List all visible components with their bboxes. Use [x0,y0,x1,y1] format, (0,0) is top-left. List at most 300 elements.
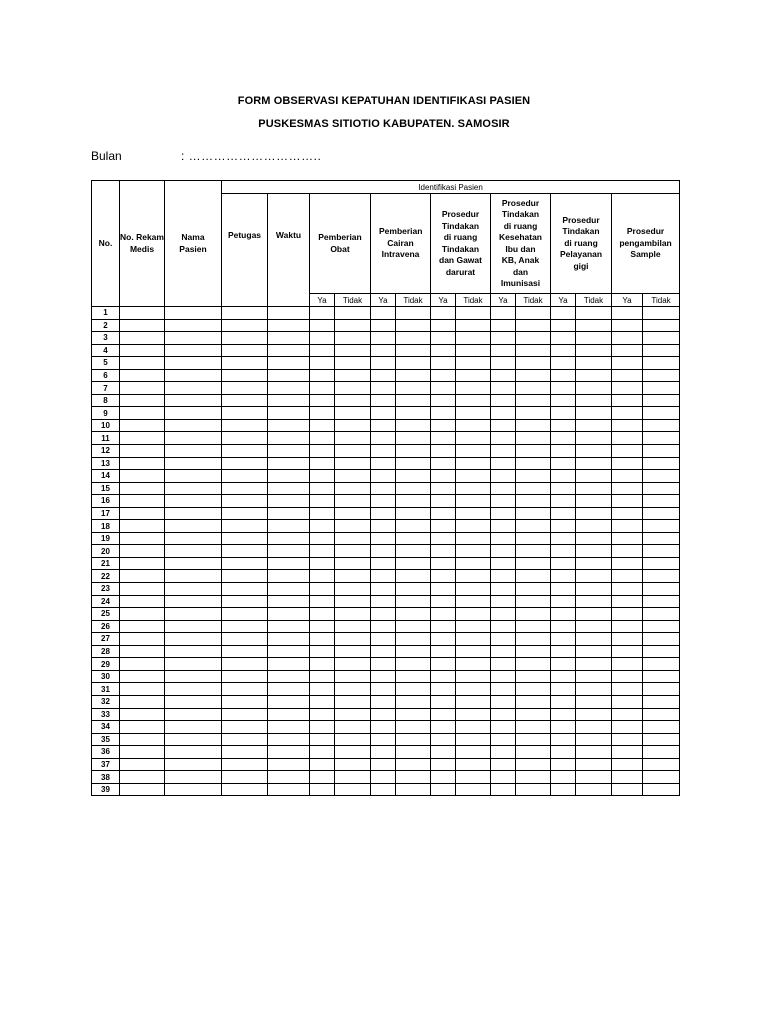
entry-cell[interactable] [576,457,612,470]
entry-cell[interactable] [310,783,335,796]
entry-cell[interactable] [456,708,491,721]
entry-cell[interactable] [551,683,576,696]
entry-cell[interactable] [165,457,222,470]
entry-cell[interactable] [335,583,371,596]
entry-cell[interactable] [396,394,431,407]
entry-cell[interactable] [335,545,371,558]
entry-cell[interactable] [576,583,612,596]
entry-cell[interactable] [576,419,612,432]
entry-cell[interactable] [396,319,431,332]
entry-cell[interactable] [491,721,516,734]
entry-cell[interactable] [491,545,516,558]
entry-cell[interactable] [516,557,551,570]
entry-cell[interactable] [120,445,165,458]
entry-cell[interactable] [335,645,371,658]
entry-cell[interactable] [551,658,576,671]
entry-cell[interactable] [576,545,612,558]
entry-cell[interactable] [643,746,680,759]
entry-cell[interactable] [456,457,491,470]
entry-cell[interactable] [222,419,268,432]
entry-cell[interactable] [643,721,680,734]
entry-cell[interactable] [310,332,335,345]
entry-cell[interactable] [396,570,431,583]
entry-cell[interactable] [310,532,335,545]
entry-cell[interactable] [612,307,643,320]
entry-cell[interactable] [335,783,371,796]
entry-cell[interactable] [268,532,310,545]
entry-cell[interactable] [431,357,456,370]
entry-cell[interactable] [431,557,456,570]
entry-cell[interactable] [643,520,680,533]
entry-cell[interactable] [576,520,612,533]
entry-cell[interactable] [165,382,222,395]
entry-cell[interactable] [120,357,165,370]
entry-cell[interactable] [396,708,431,721]
entry-cell[interactable] [431,783,456,796]
entry-cell[interactable] [643,633,680,646]
entry-cell[interactable] [643,658,680,671]
entry-cell[interactable] [551,570,576,583]
entry-cell[interactable] [431,633,456,646]
entry-cell[interactable] [431,620,456,633]
entry-cell[interactable] [643,407,680,420]
entry-cell[interactable] [516,695,551,708]
entry-cell[interactable] [576,658,612,671]
entry-cell[interactable] [371,495,396,508]
entry-cell[interactable] [431,307,456,320]
entry-cell[interactable] [576,557,612,570]
entry-cell[interactable] [612,733,643,746]
entry-cell[interactable] [516,670,551,683]
entry-cell[interactable] [551,746,576,759]
entry-cell[interactable] [396,369,431,382]
entry-cell[interactable] [268,319,310,332]
entry-cell[interactable] [551,645,576,658]
entry-cell[interactable] [643,457,680,470]
entry-cell[interactable] [120,545,165,558]
entry-cell[interactable] [643,683,680,696]
entry-cell[interactable] [222,520,268,533]
entry-cell[interactable] [120,332,165,345]
entry-cell[interactable] [491,482,516,495]
entry-cell[interactable] [396,608,431,621]
entry-cell[interactable] [431,495,456,508]
entry-cell[interactable] [576,445,612,458]
entry-cell[interactable] [431,708,456,721]
entry-cell[interactable] [431,482,456,495]
entry-cell[interactable] [165,470,222,483]
entry-cell[interactable] [120,307,165,320]
entry-cell[interactable] [551,445,576,458]
entry-cell[interactable] [371,733,396,746]
entry-cell[interactable] [516,332,551,345]
entry-cell[interactable] [268,445,310,458]
entry-cell[interactable] [491,595,516,608]
entry-cell[interactable] [222,645,268,658]
entry-cell[interactable] [165,708,222,721]
entry-cell[interactable] [551,419,576,432]
entry-cell[interactable] [643,695,680,708]
entry-cell[interactable] [576,432,612,445]
entry-cell[interactable] [268,394,310,407]
entry-cell[interactable] [516,733,551,746]
entry-cell[interactable] [310,633,335,646]
entry-cell[interactable] [396,595,431,608]
entry-cell[interactable] [576,758,612,771]
entry-cell[interactable] [310,658,335,671]
entry-cell[interactable] [456,520,491,533]
entry-cell[interactable] [491,783,516,796]
entry-cell[interactable] [310,695,335,708]
entry-cell[interactable] [612,557,643,570]
entry-cell[interactable] [371,532,396,545]
entry-cell[interactable] [222,394,268,407]
entry-cell[interactable] [576,608,612,621]
entry-cell[interactable] [222,708,268,721]
entry-cell[interactable] [431,332,456,345]
entry-cell[interactable] [576,470,612,483]
entry-cell[interactable] [431,733,456,746]
entry-cell[interactable] [268,670,310,683]
entry-cell[interactable] [612,432,643,445]
entry-cell[interactable] [268,658,310,671]
entry-cell[interactable] [371,457,396,470]
entry-cell[interactable] [551,357,576,370]
entry-cell[interactable] [431,570,456,583]
entry-cell[interactable] [431,394,456,407]
entry-cell[interactable] [396,771,431,784]
entry-cell[interactable] [310,545,335,558]
entry-cell[interactable] [643,557,680,570]
entry-cell[interactable] [120,432,165,445]
entry-cell[interactable] [310,670,335,683]
entry-cell[interactable] [222,633,268,646]
entry-cell[interactable] [576,382,612,395]
entry-cell[interactable] [576,708,612,721]
entry-cell[interactable] [612,407,643,420]
entry-cell[interactable] [120,419,165,432]
entry-cell[interactable] [335,432,371,445]
entry-cell[interactable] [396,583,431,596]
entry-cell[interactable] [371,382,396,395]
entry-cell[interactable] [310,495,335,508]
entry-cell[interactable] [310,721,335,734]
entry-cell[interactable] [456,695,491,708]
entry-cell[interactable] [612,344,643,357]
entry-cell[interactable] [120,595,165,608]
entry-cell[interactable] [491,570,516,583]
entry-cell[interactable] [222,470,268,483]
entry-cell[interactable] [120,708,165,721]
entry-cell[interactable] [371,670,396,683]
entry-cell[interactable] [456,319,491,332]
entry-cell[interactable] [268,407,310,420]
entry-cell[interactable] [643,394,680,407]
entry-cell[interactable] [165,419,222,432]
entry-cell[interactable] [371,369,396,382]
entry-cell[interactable] [456,394,491,407]
entry-cell[interactable] [576,532,612,545]
entry-cell[interactable] [431,683,456,696]
entry-cell[interactable] [310,344,335,357]
entry-cell[interactable] [371,332,396,345]
entry-cell[interactable] [456,570,491,583]
entry-cell[interactable] [120,633,165,646]
entry-cell[interactable] [165,319,222,332]
entry-cell[interactable] [396,670,431,683]
entry-cell[interactable] [516,407,551,420]
entry-cell[interactable] [396,746,431,759]
entry-cell[interactable] [268,457,310,470]
entry-cell[interactable] [165,545,222,558]
entry-cell[interactable] [268,708,310,721]
entry-cell[interactable] [335,683,371,696]
entry-cell[interactable] [310,733,335,746]
entry-cell[interactable] [120,394,165,407]
entry-cell[interactable] [576,344,612,357]
entry-cell[interactable] [222,771,268,784]
entry-cell[interactable] [268,645,310,658]
entry-cell[interactable] [551,495,576,508]
entry-cell[interactable] [222,357,268,370]
entry-cell[interactable] [222,733,268,746]
entry-cell[interactable] [551,595,576,608]
entry-cell[interactable] [268,470,310,483]
entry-cell[interactable] [396,407,431,420]
entry-cell[interactable] [396,658,431,671]
entry-cell[interactable] [396,733,431,746]
entry-cell[interactable] [491,620,516,633]
entry-cell[interactable] [456,645,491,658]
entry-cell[interactable] [120,783,165,796]
entry-cell[interactable] [516,357,551,370]
entry-cell[interactable] [491,658,516,671]
entry-cell[interactable] [222,570,268,583]
entry-cell[interactable] [576,369,612,382]
entry-cell[interactable] [643,344,680,357]
entry-cell[interactable] [222,758,268,771]
entry-cell[interactable] [456,470,491,483]
entry-cell[interactable] [310,432,335,445]
entry-cell[interactable] [165,721,222,734]
entry-cell[interactable] [576,633,612,646]
entry-cell[interactable] [268,595,310,608]
entry-cell[interactable] [516,419,551,432]
entry-cell[interactable] [612,470,643,483]
entry-cell[interactable] [335,382,371,395]
entry-cell[interactable] [643,307,680,320]
entry-cell[interactable] [222,658,268,671]
entry-cell[interactable] [612,507,643,520]
entry-cell[interactable] [371,432,396,445]
entry-cell[interactable] [456,495,491,508]
entry-cell[interactable] [516,369,551,382]
entry-cell[interactable] [491,419,516,432]
entry-cell[interactable] [396,457,431,470]
entry-cell[interactable] [431,658,456,671]
entry-cell[interactable] [335,633,371,646]
entry-cell[interactable] [165,445,222,458]
entry-cell[interactable] [576,670,612,683]
entry-cell[interactable] [120,319,165,332]
entry-cell[interactable] [268,382,310,395]
entry-cell[interactable] [335,733,371,746]
entry-cell[interactable] [335,771,371,784]
entry-cell[interactable] [576,721,612,734]
entry-cell[interactable] [268,721,310,734]
entry-cell[interactable] [431,520,456,533]
entry-cell[interactable] [310,507,335,520]
entry-cell[interactable] [268,733,310,746]
entry-cell[interactable] [222,344,268,357]
entry-cell[interactable] [165,407,222,420]
entry-cell[interactable] [456,307,491,320]
entry-cell[interactable] [551,369,576,382]
entry-cell[interactable] [576,645,612,658]
entry-cell[interactable] [551,695,576,708]
entry-cell[interactable] [516,495,551,508]
entry-cell[interactable] [643,507,680,520]
entry-cell[interactable] [612,721,643,734]
entry-cell[interactable] [371,307,396,320]
entry-cell[interactable] [371,658,396,671]
entry-cell[interactable] [120,507,165,520]
entry-cell[interactable] [310,608,335,621]
entry-cell[interactable] [396,470,431,483]
entry-cell[interactable] [335,369,371,382]
entry-cell[interactable] [120,470,165,483]
entry-cell[interactable] [551,532,576,545]
entry-cell[interactable] [310,407,335,420]
entry-cell[interactable] [268,570,310,583]
entry-cell[interactable] [551,319,576,332]
entry-cell[interactable] [222,545,268,558]
entry-cell[interactable] [310,394,335,407]
entry-cell[interactable] [576,595,612,608]
entry-cell[interactable] [551,771,576,784]
entry-cell[interactable] [165,357,222,370]
entry-cell[interactable] [431,432,456,445]
entry-cell[interactable] [551,758,576,771]
entry-cell[interactable] [222,746,268,759]
entry-cell[interactable] [643,595,680,608]
entry-cell[interactable] [456,608,491,621]
entry-cell[interactable] [335,457,371,470]
entry-cell[interactable] [335,608,371,621]
entry-cell[interactable] [335,532,371,545]
entry-cell[interactable] [165,633,222,646]
entry-cell[interactable] [222,432,268,445]
entry-cell[interactable] [643,432,680,445]
entry-cell[interactable] [643,470,680,483]
entry-cell[interactable] [576,332,612,345]
entry-cell[interactable] [643,382,680,395]
entry-cell[interactable] [371,783,396,796]
entry-cell[interactable] [456,771,491,784]
entry-cell[interactable] [165,608,222,621]
entry-cell[interactable] [551,332,576,345]
entry-cell[interactable] [456,783,491,796]
entry-cell[interactable] [310,771,335,784]
entry-cell[interactable] [335,520,371,533]
entry-cell[interactable] [396,307,431,320]
entry-cell[interactable] [551,457,576,470]
entry-cell[interactable] [396,382,431,395]
entry-cell[interactable] [491,407,516,420]
entry-cell[interactable] [612,419,643,432]
entry-cell[interactable] [643,495,680,508]
entry-cell[interactable] [371,570,396,583]
entry-cell[interactable] [576,495,612,508]
entry-cell[interactable] [456,583,491,596]
entry-cell[interactable] [120,746,165,759]
entry-cell[interactable] [456,758,491,771]
entry-cell[interactable] [431,595,456,608]
entry-cell[interactable] [431,545,456,558]
entry-cell[interactable] [371,695,396,708]
entry-cell[interactable] [120,407,165,420]
entry-cell[interactable] [491,307,516,320]
entry-cell[interactable] [456,595,491,608]
entry-cell[interactable] [310,570,335,583]
entry-cell[interactable] [268,369,310,382]
entry-cell[interactable] [120,683,165,696]
entry-cell[interactable] [165,695,222,708]
entry-cell[interactable] [120,645,165,658]
entry-cell[interactable] [516,394,551,407]
entry-cell[interactable] [268,608,310,621]
entry-cell[interactable] [310,470,335,483]
entry-cell[interactable] [165,583,222,596]
entry-cell[interactable] [165,369,222,382]
entry-cell[interactable] [516,570,551,583]
entry-cell[interactable] [516,771,551,784]
entry-cell[interactable] [120,382,165,395]
entry-cell[interactable] [456,369,491,382]
entry-cell[interactable] [643,771,680,784]
entry-cell[interactable] [431,419,456,432]
entry-cell[interactable] [335,445,371,458]
entry-cell[interactable] [456,445,491,458]
entry-cell[interactable] [551,633,576,646]
entry-cell[interactable] [335,658,371,671]
bulan-field[interactable]: : ………………………….. [181,149,322,163]
entry-cell[interactable] [335,407,371,420]
entry-cell[interactable] [120,495,165,508]
entry-cell[interactable] [310,307,335,320]
entry-cell[interactable] [576,733,612,746]
entry-cell[interactable] [516,645,551,658]
entry-cell[interactable] [431,457,456,470]
entry-cell[interactable] [120,532,165,545]
entry-cell[interactable] [456,432,491,445]
entry-cell[interactable] [371,445,396,458]
entry-cell[interactable] [222,783,268,796]
entry-cell[interactable] [551,708,576,721]
entry-cell[interactable] [396,532,431,545]
entry-cell[interactable] [491,344,516,357]
entry-cell[interactable] [371,394,396,407]
entry-cell[interactable] [310,746,335,759]
entry-cell[interactable] [165,733,222,746]
entry-cell[interactable] [431,445,456,458]
entry-cell[interactable] [268,520,310,533]
entry-cell[interactable] [120,721,165,734]
entry-cell[interactable] [310,369,335,382]
entry-cell[interactable] [120,658,165,671]
entry-cell[interactable] [268,419,310,432]
entry-cell[interactable] [310,482,335,495]
